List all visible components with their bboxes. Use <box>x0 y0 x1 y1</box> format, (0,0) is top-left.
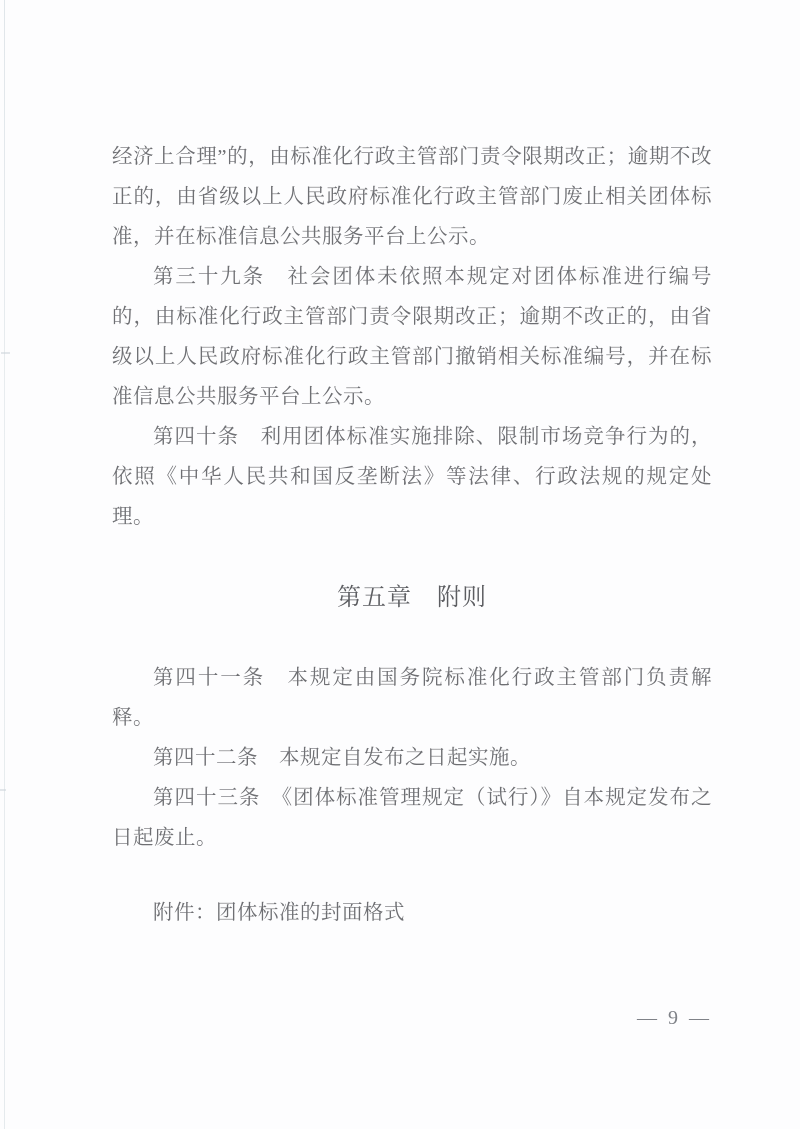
scan-edge-artifact <box>4 0 5 1129</box>
document-content <box>112 137 712 933</box>
paragraph-article-40: 第四十条 利用团体标准实施排除、限制市场竞争行为的，依照《中华人民共和国反垄断法》等法律、行政法规的规定处理。 <box>112 426 712 528</box>
chapter-heading: 第五章 附则 <box>337 584 487 611</box>
paragraph-article-41: 第四十一条 本规定由国务院标准化行政主管部门负责解释。 <box>112 667 712 729</box>
page-number: — 9 — <box>637 1007 712 1029</box>
scan-speck <box>1 352 10 354</box>
paragraph-article-43: 第四十三条 《团体标准管理规定（试行）》自本规定发布之日起废止。 <box>112 787 712 849</box>
scan-speck <box>0 789 6 791</box>
paragraph-continuation: 经济上合理”的，由标准化行政主管部门责令限期改正；逾期不改正的，由省级以上人民政府标准化行政主管部门废止相关团体标准，并在标准信息公共服务平台上公示。 <box>112 146 712 248</box>
paragraph-article-39: 第三十九条 社会团体未依照本规定对团体标准进行编号的，由标准化行政主管部门责令限期改正；逾期不改正的，由省级以上人民政府标准化行政主管部门撤销相关标准编号，并在标准信息公共服务平台上公示。 <box>112 266 712 408</box>
paragraph-article-42: 第四十二条 本规定自发布之日起实施。 <box>153 747 531 769</box>
attachment-note: 附件：团体标准的封面格式 <box>153 902 405 924</box>
